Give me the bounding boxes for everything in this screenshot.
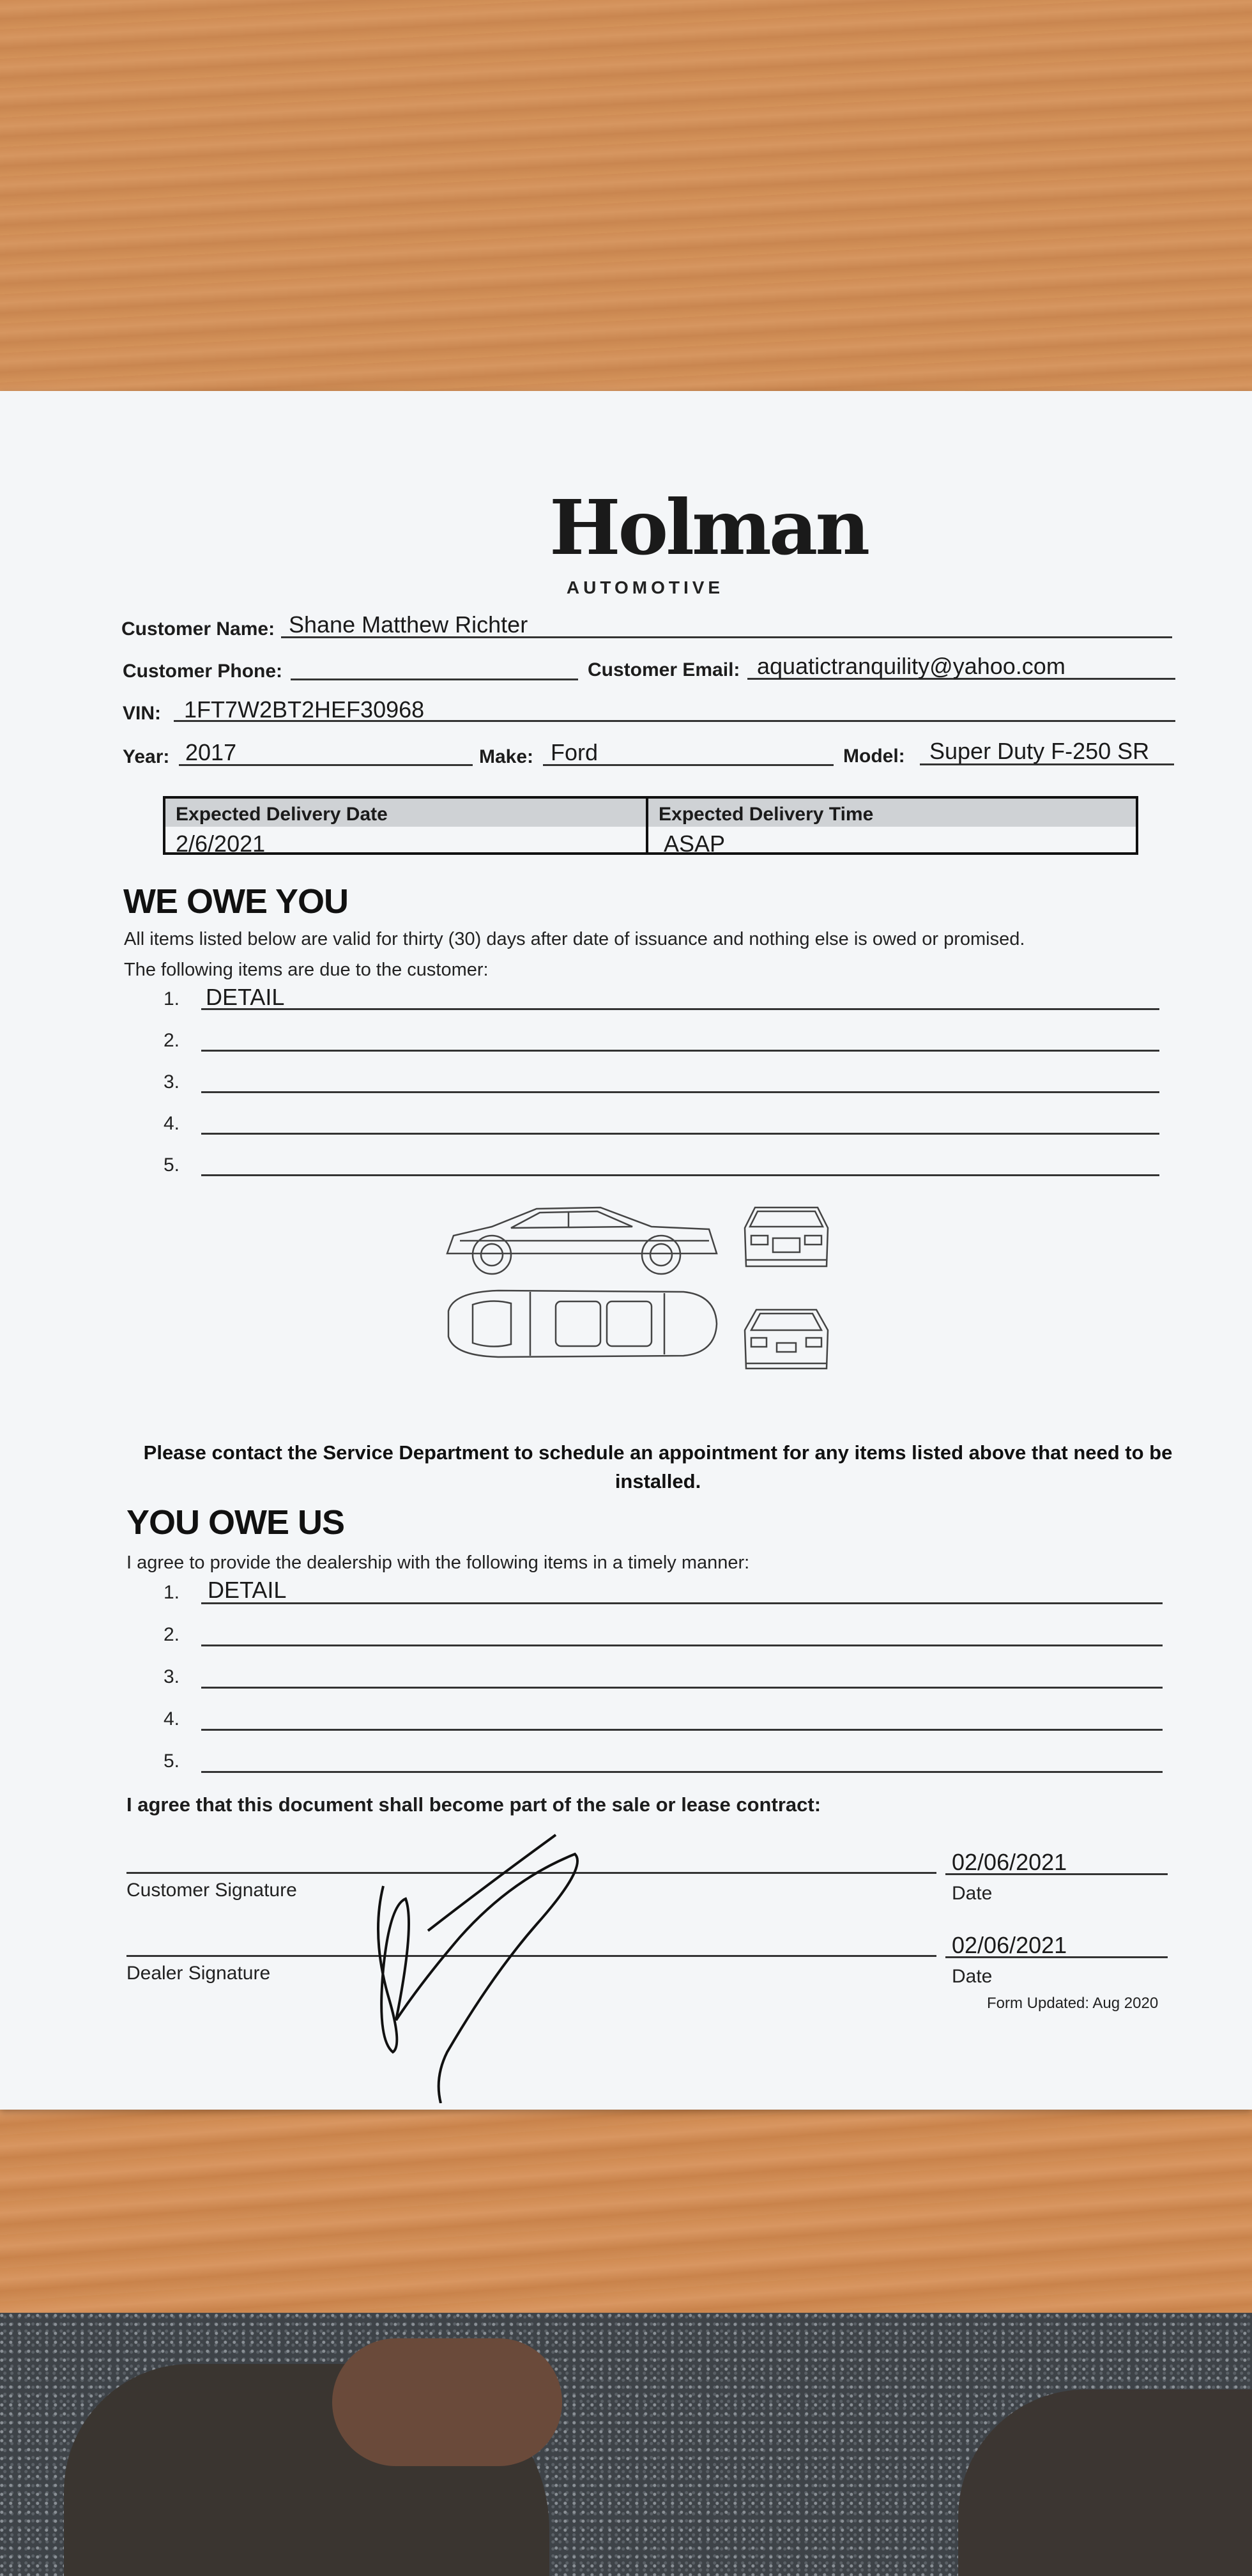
car-rear-view-icon: [745, 1310, 828, 1368]
we-owe-item-line: [201, 1091, 1159, 1093]
we-owe-item-line: [201, 1174, 1159, 1176]
we-owe-item-num: 4.: [164, 1113, 180, 1134]
brand-logo: Holman: [549, 483, 868, 572]
you-owe-item-num: 5.: [164, 1751, 180, 1772]
we-owe-item-line: [201, 1050, 1159, 1052]
model-value: Super Duty F-250 SR: [929, 738, 1150, 764]
you-owe-item-num: 2.: [164, 1624, 180, 1645]
form-updated-note: Form Updated: Aug 2020: [987, 1995, 1159, 2012]
service-department-note: Please contact the Service Department to schedule an appointment for any items listed above that need to be installed.: [143, 1441, 1173, 1492]
you-owe-item-num: 1.: [164, 1582, 180, 1603]
dealer-signature-date: 02/06/2021: [952, 1932, 1067, 1958]
car-side-view-icon: [447, 1208, 717, 1274]
handwritten-signature: [345, 1809, 600, 2103]
vin-label: VIN:: [123, 703, 161, 724]
you-owe-terms: I agree to provide the dealership with the following items in a timely manner:: [126, 1552, 750, 1573]
you-owe-item-num: 4.: [164, 1708, 180, 1729]
you-owe-item-line: [201, 1644, 1163, 1646]
we-owe-due-note: The following items are due to the customer:: [124, 960, 489, 980]
year-value: 2017: [185, 739, 237, 765]
you-owe-item-value: DETAIL: [208, 1577, 287, 1603]
dealer-date-label: Date: [952, 1966, 993, 1987]
customer-name-value: Shane Matthew Richter: [289, 611, 528, 638]
we-owe-item-num: 2.: [164, 1030, 180, 1051]
we-owe-title: WE OWE YOU: [123, 882, 349, 921]
we-owe-item-line: [201, 1133, 1159, 1135]
you-owe-item-line: [201, 1771, 1163, 1773]
brand-subtitle: AUTOMOTIVE: [566, 578, 724, 597]
model-label: Model:: [843, 746, 905, 767]
delivery-table: [163, 796, 1138, 855]
customer-date-line: [945, 1873, 1168, 1875]
delivery-time-value: ASAP: [664, 831, 726, 857]
customer-email-value: aquatictranquility@yahoo.com: [757, 653, 1065, 679]
you-owe-item-num: 3.: [164, 1666, 180, 1687]
delivery-date-label: Expected Delivery Date: [176, 804, 388, 825]
delivery-time-label: Expected Delivery Time: [659, 804, 874, 825]
delivery-table-divider: [646, 799, 648, 852]
make-value: Ford: [551, 739, 599, 765]
we-owe-item-num: 3.: [164, 1071, 180, 1092]
you-owe-item-line: [201, 1729, 1163, 1731]
we-owe-item-num: 1.: [164, 988, 180, 1009]
agreement-statement: I agree that this document shall become part of the sale or lease contract:: [126, 1793, 821, 1816]
make-label: Make:: [479, 746, 534, 767]
we-owe-item-value: DETAIL: [206, 984, 285, 1010]
we-owe-item-line: [201, 1008, 1159, 1010]
customer-signature-date: 02/06/2021: [952, 1849, 1067, 1875]
table-surface-top: [0, 0, 1252, 409]
you-owe-item-line: [201, 1687, 1163, 1689]
customer-name-label: Customer Name:: [121, 618, 275, 640]
customer-signature-label: Customer Signature: [126, 1880, 297, 1901]
you-owe-item-line: [201, 1602, 1163, 1604]
vehicle-diagram: [441, 1196, 850, 1400]
customer-date-label: Date: [952, 1883, 993, 1904]
vin-value: 1FT7W2BT2HEF30968: [184, 696, 425, 723]
dealer-date-line: [945, 1956, 1168, 1958]
we-owe-item-num: 5.: [164, 1154, 180, 1176]
year-label: Year:: [123, 746, 170, 767]
customer-email-label: Customer Email:: [588, 659, 740, 680]
dealer-signature-label: Dealer Signature: [126, 1963, 271, 1984]
delivery-date-value: 2/6/2021: [176, 831, 266, 857]
car-front-view-icon: [745, 1208, 828, 1266]
we-owe-form-document: [0, 391, 1252, 2110]
customer-phone-label: Customer Phone:: [123, 661, 283, 682]
customer-phone-line: [291, 678, 578, 680]
car-top-view-icon: [448, 1291, 717, 1357]
knee-left: [332, 2338, 562, 2466]
you-owe-title: YOU OWE US: [126, 1503, 345, 1542]
we-owe-terms: All items listed below are valid for thirty (30) days after date of issuance and nothing else is owed or promised.: [124, 929, 1025, 949]
